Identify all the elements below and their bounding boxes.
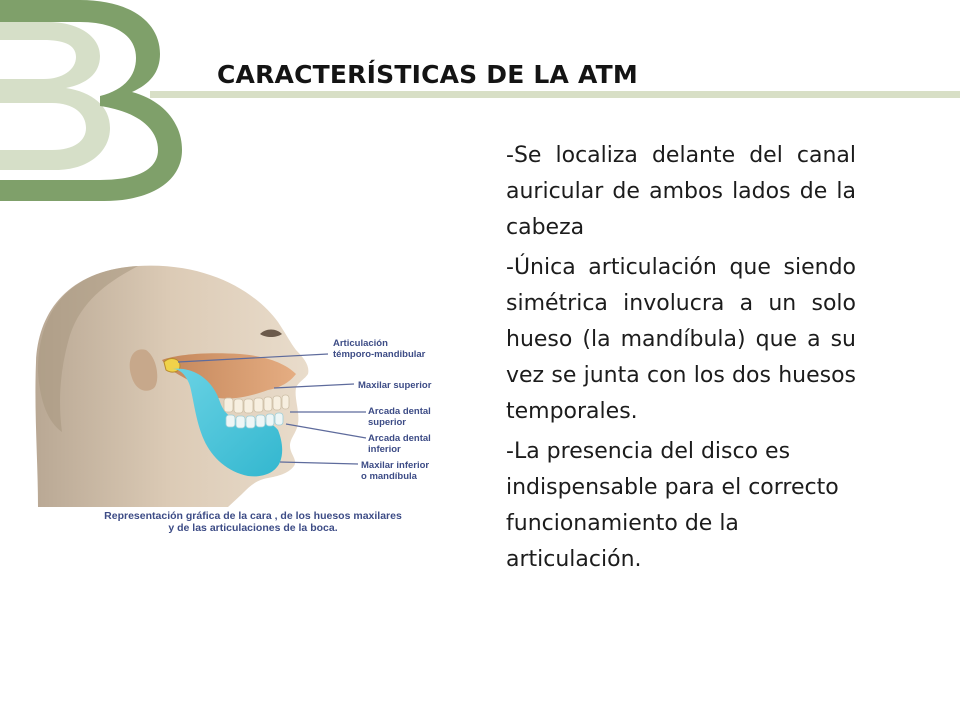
label-maxilar-inferior: Maxilar inferior o mandíbula <box>361 460 430 482</box>
title-rule <box>150 91 960 98</box>
body-text <box>506 138 856 582</box>
paragraph-disc: -La presencia del disco es indispensable para el correcto funcionamiento de la articulación. <box>506 439 839 572</box>
paragraph-unique-joint: -Única articulación que siendo simétrica involucra a un solo hueso (la mandíbula) que a su vez se junta con los dos huesos temporales. <box>506 255 856 424</box>
paragraph-location: -Se localiza delante del canal auricular de ambos lados de la cabeza <box>506 143 856 240</box>
label-arcada-inferior: Arcada dental inferior <box>368 433 431 455</box>
label-arcada-superior: Arcada dental superior <box>368 406 431 428</box>
figure-caption: Representación gráfica de la cara , de los huesos maxilares y de las articulaciones de la boca. <box>104 510 402 534</box>
b-logo-icon <box>0 0 200 210</box>
label-articulacion: Articulación témporo-mandibular <box>333 338 426 360</box>
atm-illustration <box>28 262 460 547</box>
label-maxilar-superior: Maxilar superior <box>358 380 432 391</box>
slide-title: CARACTERÍSTICAS DE LA ATM <box>217 60 638 89</box>
